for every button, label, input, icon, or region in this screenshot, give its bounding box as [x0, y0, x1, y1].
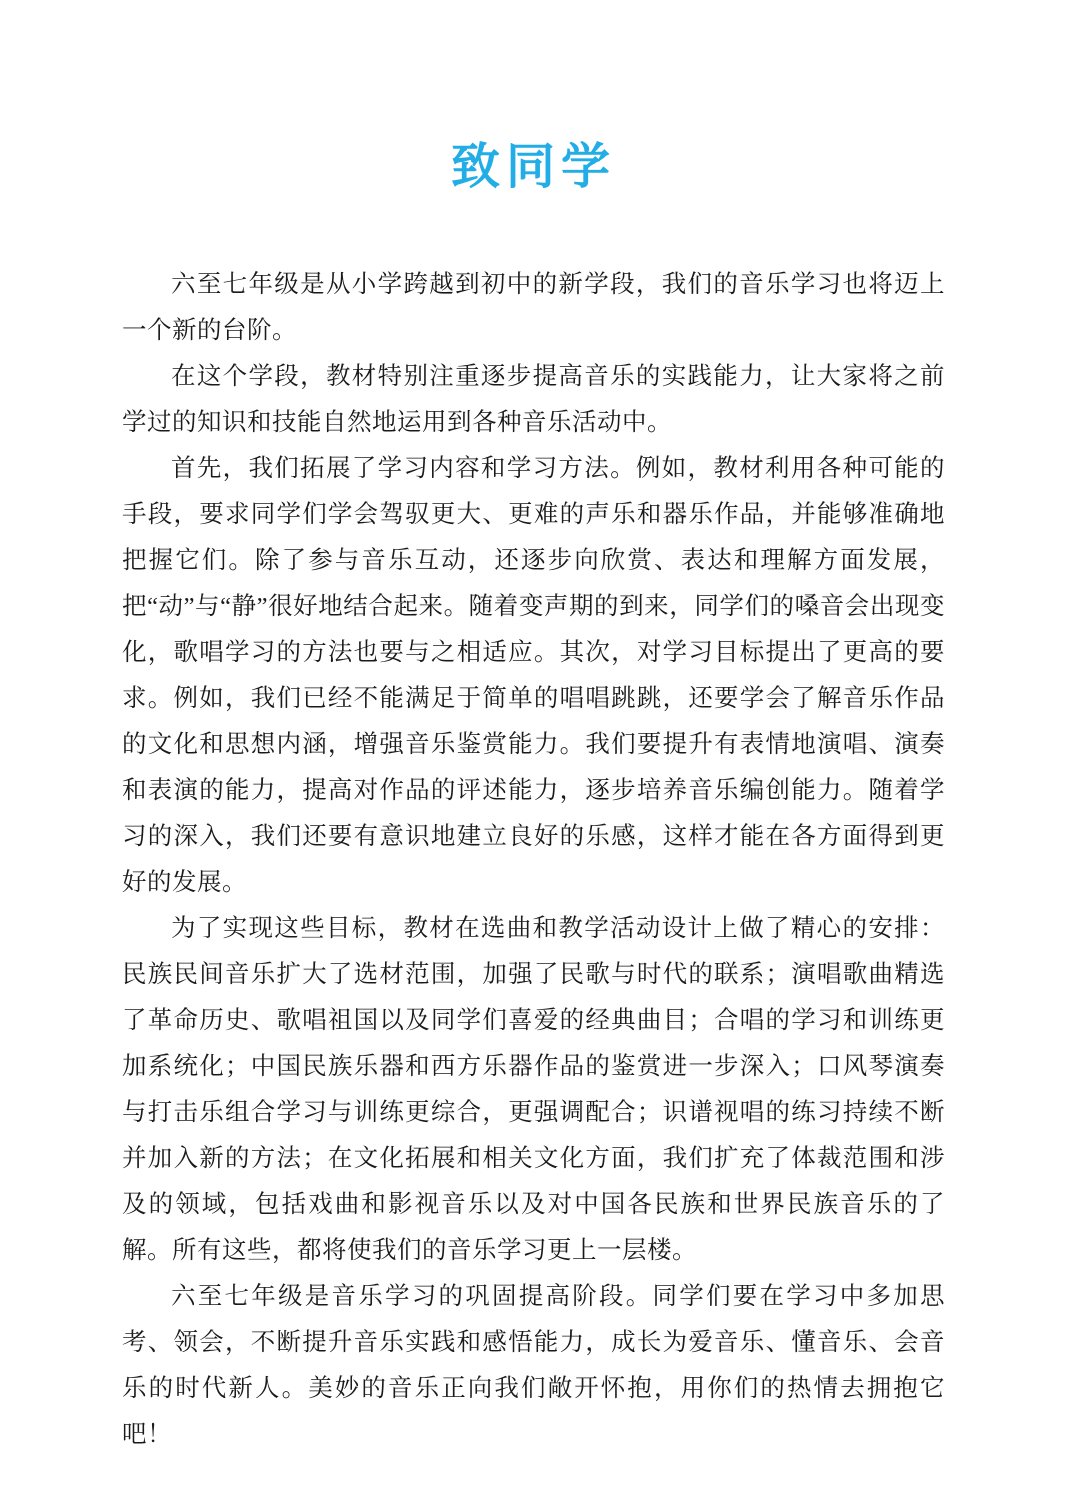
- paragraph-4: 为了实现这些目标，教材在选曲和教学活动设计上做了精心的安排：民族民间音乐扩大了选材范围，加强了民歌与时代的联系；演唱歌曲精选了革命历史、歌唱祖国以及同学们喜爱的经典曲目；合唱的学习和训练更加系统化；中国民族乐器和西方乐器作品的鉴赏进一步深入；口风琴演奏与打击乐组合学习与训练更综合，更强调配合；识谱视唱的练习持续不断并加入新的方法；在文化拓展和相关文化方面，我们扩充了体裁范围和涉及的领域，包括戏曲和影视音乐以及对中国各民族和世界民族音乐的了解。所有这些，都将使我们的音乐学习更上一层楼。: [122, 915, 945, 1264]
- paragraph-2: 在这个学段，教材特别注重逐步提高音乐的实践能力，让大家将之前学过的知识和技能自然地运用到各种音乐活动中。: [122, 363, 945, 436]
- page-title: 致同学: [450, 140, 616, 194]
- paragraph-5: 六至七年级是音乐学习的巩固提高阶段。同学们要在学习中多加思考、领会，不断提升音乐实践和感悟能力，成长为爱音乐、懂音乐、会音乐的时代新人。美妙的音乐正向我们敞开怀抱，用你们的热情去拥抱它吧！: [122, 1283, 945, 1448]
- paragraph-1: 六至七年级是从小学跨越到初中的新学段，我们的音乐学习也将迈上一个新的台阶。: [122, 271, 945, 344]
- paragraph-3: 首先，我们拓展了学习内容和学习方法。例如，教材利用各种可能的手段，要求同学们学会驾驭更大、更难的声乐和器乐作品，并能够准确地把握它们。除了参与音乐互动，还逐步向欣赏、表达和理解方面发展，把“动”与“静”很好地结合起来。随着变声期的到来，同学们的嗓音会出现变化，歌唱学习的方法也要与之相适应。其次，对学习目标提出了更高的要求。例如，我们已经不能满足于简单的唱唱跳跳，还要学会了解音乐作品的文化和思想内涵，增强音乐鉴赏能力。我们要提升有表情地演唱、演奏和表演的能力，提高对作品的评述能力，逐步培养音乐编创能力。随着学习的深入，我们还要有意识地建立良好的乐感，这样才能在各方面得到更好的发展。: [122, 455, 945, 896]
- document-body: [122, 262, 945, 1458]
